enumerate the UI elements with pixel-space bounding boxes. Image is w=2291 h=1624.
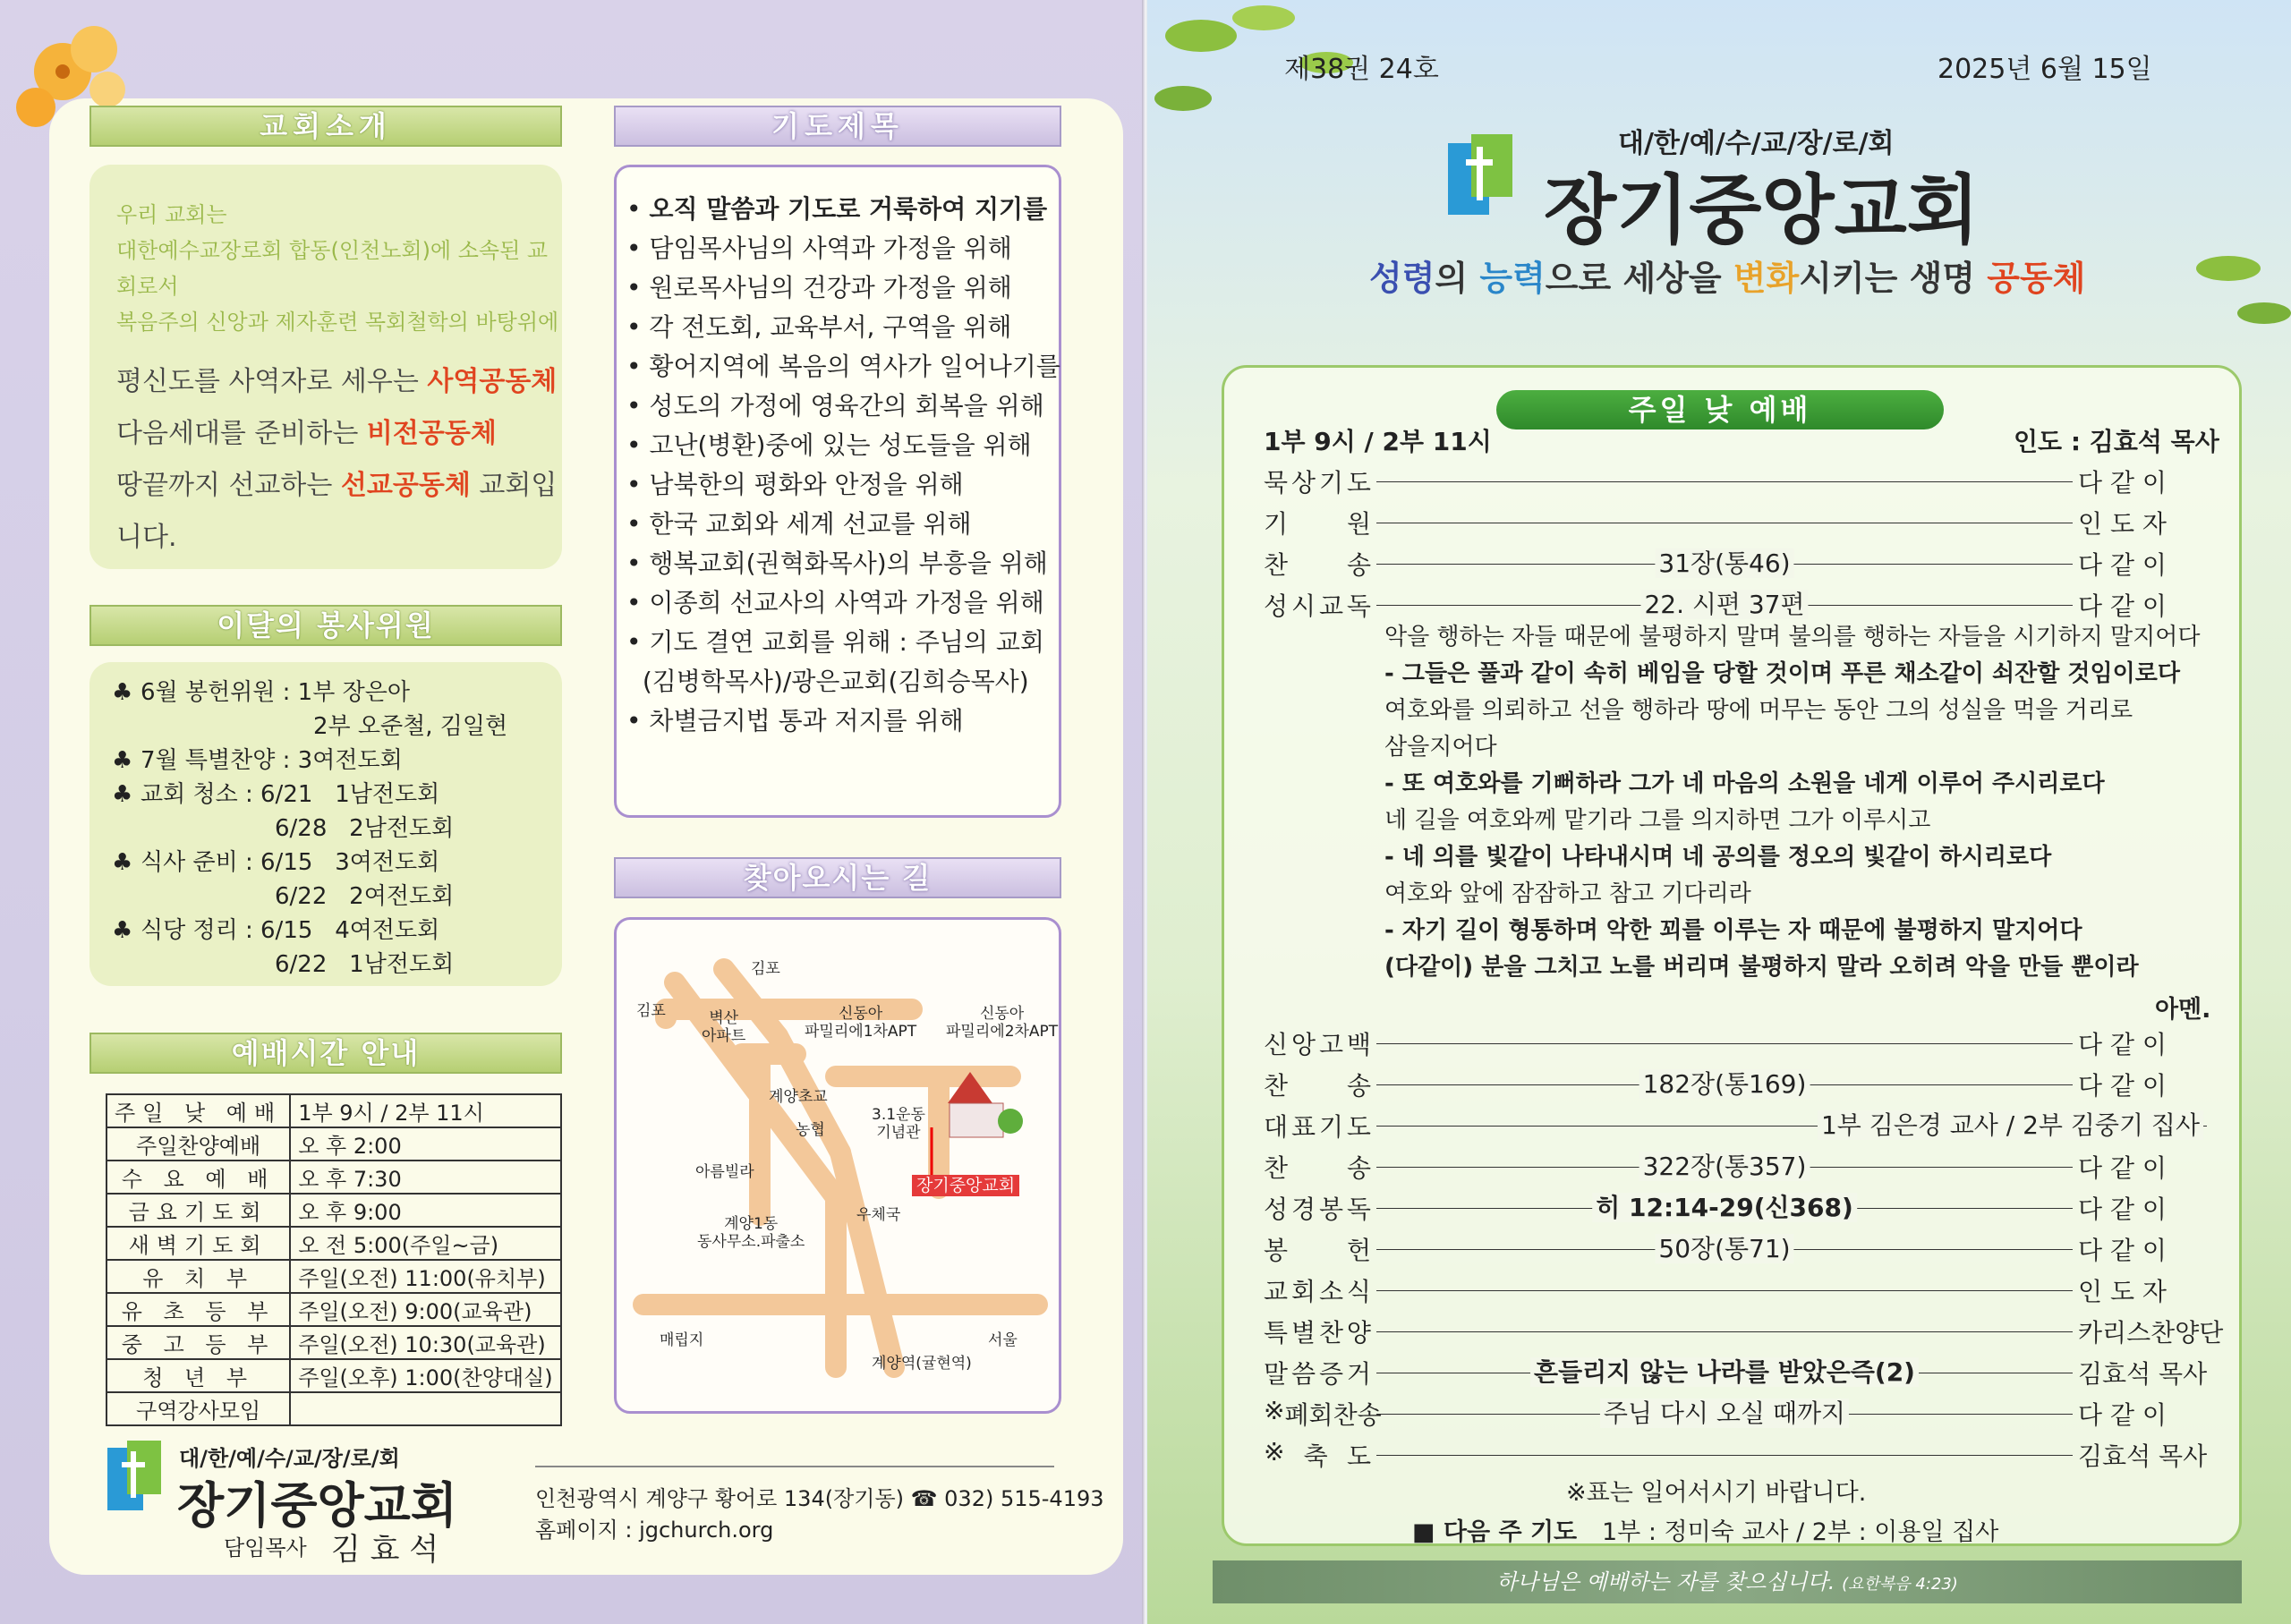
- order-item-label: 묵 상 기 도: [1264, 468, 1371, 497]
- order-item-label: ※ 축 도: [1264, 1437, 1371, 1471]
- service-team-heading: 이달의 봉사위원: [89, 605, 562, 646]
- scripture-banner-ref: (요한복음 4:23): [1842, 1575, 1958, 1594]
- order-row: [1264, 546, 2212, 582]
- church-logo-icon: [107, 1441, 161, 1512]
- service-team-row: ♣ 식당 정리 : 6/15 4여전도회: [112, 917, 440, 944]
- bulletin-date: 2025년 6월 15일: [1938, 54, 2152, 85]
- order-row: [1264, 1108, 2212, 1144]
- map-label: 계양1동 동사무소.파출소: [697, 1215, 805, 1251]
- intro-line: 복음주의 신앙과 제자훈련 목회철학의 바탕위에: [116, 310, 559, 335]
- footer-denomination: 대/한/예/수/교/장/로/회: [179, 1446, 400, 1471]
- service-team-row: ♣ 7월 특별찬양 : 3여전도회: [112, 747, 403, 774]
- header-church-name: 장기중앙교회: [1544, 166, 1980, 254]
- table-row: 새벽기도회 오 전 5:00(주일~금): [106, 1227, 561, 1260]
- order-leader-line: [1376, 587, 2073, 623]
- leaves-decoration-icon: [1147, 0, 1380, 179]
- service-team-row: 6/22 1남전도회: [275, 951, 455, 978]
- reading-amen: 아멘.: [2155, 996, 2211, 1024]
- order-row: [1264, 1067, 2212, 1102]
- order-item-person: 다 같 이: [2078, 591, 2167, 621]
- order-item-label: 찬 송: [1264, 550, 1371, 580]
- order-row: [1264, 587, 2212, 623]
- church-address: 인천광역시 계양구 황어로 134(장기동) ☎ 032) 515-4193: [535, 1486, 1104, 1511]
- map-label: 김포: [636, 1002, 666, 1020]
- service-team-list: [112, 676, 559, 982]
- order-item-label: 신 앙 고 백: [1264, 1030, 1371, 1059]
- motto-segment: 변화: [1733, 259, 1800, 298]
- order-item-label: ※ 폐 회 찬 송: [1264, 1396, 1382, 1430]
- table-row: 주일찬양예배 오 후 2:00: [106, 1127, 561, 1161]
- prayer-item: • 남북한의 평화와 안정을 위해: [626, 470, 964, 499]
- pastor-label: 담임목사: [224, 1535, 307, 1560]
- order-item-label: 찬 송: [1264, 1071, 1371, 1101]
- map-label: 계양초교: [769, 1088, 828, 1106]
- motto-segment: 성령: [1369, 259, 1435, 298]
- reading-line: 네 길을 여호와께 맡기라 그를 의지하면 그가 이루시고: [1384, 807, 1931, 834]
- reading-line: 악을 행하는 자들 때문에 불평하지 말며 불의를 행하는 자들을 시기하지 말지어다: [1384, 624, 2201, 650]
- order-leader-line: [1376, 1190, 2073, 1226]
- order-item-person: 김효석 목사: [2078, 1359, 2208, 1389]
- prayer-item: • 오직 말씀과 기도로 거룩하여 지기를: [626, 194, 1048, 224]
- prayer-item: • 황어지역에 복음의 역사가 일어나기를: [626, 352, 1060, 381]
- prayer-item: • 행복교회(권혁화목사)의 부흥을 위해: [626, 548, 1048, 578]
- order-item-person: 다 같 이: [2078, 1195, 2167, 1224]
- order-item-person: 김효석 목사: [2078, 1441, 2208, 1471]
- order-item-detail: 50장(통71): [1655, 1234, 1793, 1263]
- prayer-item: • 차별금지법 통과 저지를 위해: [626, 706, 964, 735]
- motto-segment: 시키는 생명: [1799, 259, 1988, 298]
- motto-segment: 으로 세상을: [1545, 259, 1733, 298]
- map-label: 3.1운동 기념관: [872, 1106, 925, 1142]
- order-item-detail: 1부 김은경 교사 / 2부 김중기 집사: [1818, 1110, 2203, 1140]
- order-row: [1264, 1355, 2212, 1390]
- order-leader-line: [1376, 1108, 2207, 1144]
- order-item-person: 인 도 자: [2078, 1277, 2167, 1306]
- prayer-item: • 한국 교회와 세계 선교를 위해: [626, 509, 972, 539]
- intro-line: 우리 교회는: [116, 202, 227, 227]
- prayer-item: • 담임목사님의 사역과 가정을 위해: [626, 234, 1012, 263]
- order-leader-line: [1376, 1314, 2073, 1349]
- order-leader-line: [1376, 463, 2073, 499]
- order-leader-line: [1376, 1396, 2073, 1432]
- reading-line: - 또 여호와를 기뻐하라 그가 네 마음의 소원을 네게 이루어 주시리로다: [1384, 770, 2105, 797]
- order-item-detail: 22. 시편 37편: [1640, 590, 1808, 619]
- worship-title: 주일 낮 예배: [1496, 390, 1944, 429]
- order-leader-line: [1376, 1231, 2073, 1267]
- reading-line: - 네 의를 빛같이 나타내시며 네 공의를 정오의 빛같이 하시리로다: [1384, 844, 2052, 871]
- reading-line: - 자기 길이 형통하며 악한 꾀를 이루는 자 때문에 불평하지 말지어다: [1384, 917, 2082, 944]
- order-row: [1264, 1437, 2212, 1473]
- order-item-person: 다 같 이: [2078, 468, 2167, 497]
- service-times-table: [106, 1093, 562, 1426]
- intro-box: [89, 165, 562, 569]
- order-row: [1264, 505, 2212, 540]
- church-map-label: 장기중앙교회: [912, 1175, 1019, 1196]
- reading-line: 여호와를 의뢰하고 선을 행하라 땅에 머무는 동안 그의 성실을 먹을 거리로: [1384, 697, 2133, 724]
- prayer-heading: 기도제목: [614, 106, 1061, 147]
- map-label: 우체국: [856, 1206, 901, 1224]
- worship-times: 1부 9시 / 2부 11시: [1264, 427, 1492, 456]
- order-row: [1264, 1272, 2212, 1308]
- worship-leader: 인도 : 김효석 목사: [2014, 427, 2219, 456]
- order-item-label: 대 표 기 도: [1264, 1112, 1371, 1142]
- order-item-person: 다 같 이: [2078, 1071, 2167, 1101]
- map-label: 계양역(귤현역): [872, 1355, 972, 1373]
- order-item-detail: 히 12:14-29(신368): [1592, 1193, 1857, 1222]
- order-item-label: 교 회 소 식: [1264, 1277, 1371, 1306]
- order-item-detail: 31장(통46): [1655, 548, 1793, 578]
- scripture-banner-text: 하나님은 예배하는 자를 찾으십니다.: [1496, 1569, 1835, 1594]
- left-page: [0, 0, 1144, 1624]
- motto-segment: 공동체: [1987, 259, 2086, 298]
- reading-line: - 그들은 풀과 같이 속히 베임을 당할 것이며 푸른 채소같이 쇠잔할 것임이로다: [1384, 660, 2180, 687]
- reading-line: (다같이) 분을 그치고 노를 버리며 불평하지 말라 오히려 악을 만들 뿐이라: [1384, 954, 2139, 981]
- order-leader-line: [1376, 1149, 2073, 1185]
- table-row: 유 치 부 주일(오전) 11:00(유치부): [106, 1260, 561, 1293]
- order-item-label: 찬 송: [1264, 1153, 1371, 1183]
- table-row: 구역강사모임: [106, 1392, 561, 1425]
- order-item-detail: 흔들리지 않는 나라를 받았은즉(2): [1530, 1357, 1919, 1387]
- service-team-row: 6/28 2남전도회: [275, 815, 455, 842]
- order-item-person: 다 같 이: [2078, 550, 2167, 580]
- order-item-person: 다 같 이: [2078, 1030, 2167, 1059]
- vision-line-1: 평신도를 사역자로 세우는 사역공동체: [116, 366, 558, 397]
- order-item-detail: 322장(통357): [1639, 1152, 1810, 1181]
- church-homepage: 홈페이지 : jgchurch.org: [535, 1518, 774, 1543]
- order-row: [1264, 1396, 2212, 1432]
- table-row: 청 년 부 주일(오후) 1:00(찬양대실): [106, 1359, 561, 1392]
- service-team-row: ♣ 식사 준비 : 6/15 3여전도회: [112, 849, 440, 876]
- order-leader-line: [1376, 1025, 2073, 1061]
- pastor-name: 김 효 석: [331, 1532, 439, 1568]
- directions-map: [614, 917, 1061, 1414]
- order-item-label: 성 경 봉 독: [1264, 1195, 1371, 1224]
- prayer-item: • 기도 결연 교회를 위해 : 주님의 교회: [626, 627, 1044, 657]
- vision-line-2: 다음세대를 준비하는 비전공동체: [116, 418, 497, 449]
- prayer-item: • 원로목사님의 건강과 가정을 위해: [626, 273, 1012, 302]
- next-prayer: 1부 : 정미숙 교사 / 2부 : 이용일 집사: [1602, 1518, 1999, 1546]
- vision-line-3: 땅끝까지 선교하는 선교공동체 교회입니다.: [116, 470, 558, 553]
- service-team-row: ♣ 6월 봉헌위원 : 1부 장은아: [112, 679, 410, 706]
- intro-heading: 교회소개: [89, 106, 562, 147]
- order-leader-line: [1376, 505, 2073, 540]
- motto-segment: 의: [1435, 259, 1480, 298]
- table-row: 주일 낮 예배 1부 9시 / 2부 11시: [106, 1094, 561, 1127]
- order-item-label: 특 별 찬 양: [1264, 1318, 1371, 1348]
- service-team-row: 2부 오준철, 김일현: [313, 713, 508, 740]
- map-label: 서울: [988, 1331, 1018, 1349]
- order-item-person: 인 도 자: [2078, 509, 2167, 539]
- footer-church-name: 장기중앙교회: [177, 1477, 457, 1534]
- order-item-person: 다 같 이: [2078, 1400, 2167, 1430]
- prayer-list: [626, 190, 1060, 741]
- directions-heading: 찾아오시는 길: [614, 857, 1061, 898]
- order-row: [1264, 1149, 2212, 1185]
- order-leader-line: [1376, 1067, 2073, 1102]
- next-prayer-label: ■ 다음 주 기도: [1412, 1518, 1578, 1546]
- map-label: 신동아 파밀리에1차APT: [805, 1005, 917, 1041]
- prayer-item: • 성도의 가정에 영육간의 회복을 위해: [626, 391, 1044, 421]
- order-row: [1264, 1025, 2212, 1061]
- order-item-person: 카리스찬양단: [2078, 1318, 2224, 1348]
- church-logo-icon: [1448, 134, 1512, 217]
- header-denomination: 대/한/예/수/교/장/로/회: [1618, 128, 1895, 159]
- reading-line: 삼을지어다: [1384, 734, 1497, 761]
- order-item-label: 성 시 교 독: [1264, 591, 1371, 621]
- order-item-detail: 182장(통169): [1639, 1069, 1810, 1099]
- order-leader-line: [1376, 1355, 2073, 1390]
- church-motto: [1369, 251, 2085, 300]
- order-row: [1264, 1190, 2212, 1226]
- order-row: [1264, 1231, 2212, 1267]
- order-leader-line: [1376, 1437, 2073, 1473]
- intro-line: 대한예수교장로회 합동(인천노회)에 소속된 교회로서: [116, 238, 549, 299]
- volume-number: 제38권 24호: [1284, 54, 1439, 85]
- table-row: 수 요 예 배 오 후 7:30: [106, 1161, 561, 1194]
- service-team-row: 6/22 2여전도회: [275, 883, 455, 910]
- prayer-item: (김병학목사)/광은교회(김희승목사): [642, 667, 1029, 696]
- order-leader-line: [1376, 1272, 2073, 1308]
- scripture-banner: [1213, 1560, 2242, 1603]
- map-label: 농협: [796, 1121, 825, 1139]
- order-item-label: 기 원: [1264, 509, 1371, 539]
- footer-divider: [535, 1466, 1054, 1467]
- map-label: 신동아 파밀리에2차APT: [946, 1005, 1059, 1041]
- motto-segment: 능력: [1479, 259, 1546, 298]
- order-item-person: 다 같 이: [2078, 1236, 2167, 1265]
- reading-line: 여호와 앞에 잠잠하고 참고 기다리라: [1384, 880, 1751, 907]
- map-label: 벽산 아파트: [702, 1009, 746, 1045]
- prayer-item: • 이종희 선교사의 사역과 가정을 위해: [626, 588, 1044, 617]
- order-row: [1264, 463, 2212, 499]
- prayer-item: • 고난(병환)중에 있는 성도들을 위해: [626, 430, 1032, 460]
- map-label: 아름빌라: [695, 1163, 754, 1181]
- branch-decoration-icon: [2121, 215, 2291, 358]
- map-label: 매립지: [660, 1331, 704, 1349]
- order-item-label: 말 씀 증 거: [1264, 1359, 1371, 1389]
- table-row: 금요기도회 오 후 9:00: [106, 1194, 561, 1227]
- stand-note: ※표는 일어서시기 바랍니다.: [1566, 1479, 1867, 1507]
- times-heading: 예배시간 안내: [89, 1033, 562, 1074]
- order-item-person: 다 같 이: [2078, 1153, 2167, 1183]
- order-item-detail: 주님 다시 오실 때까지: [1600, 1399, 1849, 1428]
- order-row: [1264, 1314, 2224, 1349]
- map-label: 김포: [751, 960, 780, 978]
- order-item-label: 봉 헌: [1264, 1236, 1371, 1265]
- service-team-row: ♣ 교회 청소 : 6/21 1남전도회: [112, 781, 440, 808]
- table-row: 중 고 등 부 주일(오전) 10:30(교육관): [106, 1326, 561, 1359]
- table-row: 유 초 등 부 주일(오전) 9:00(교육관): [106, 1293, 561, 1326]
- order-leader-line: [1376, 546, 2073, 582]
- prayer-item: • 각 전도회, 교육부서, 구역을 위해: [626, 312, 1012, 342]
